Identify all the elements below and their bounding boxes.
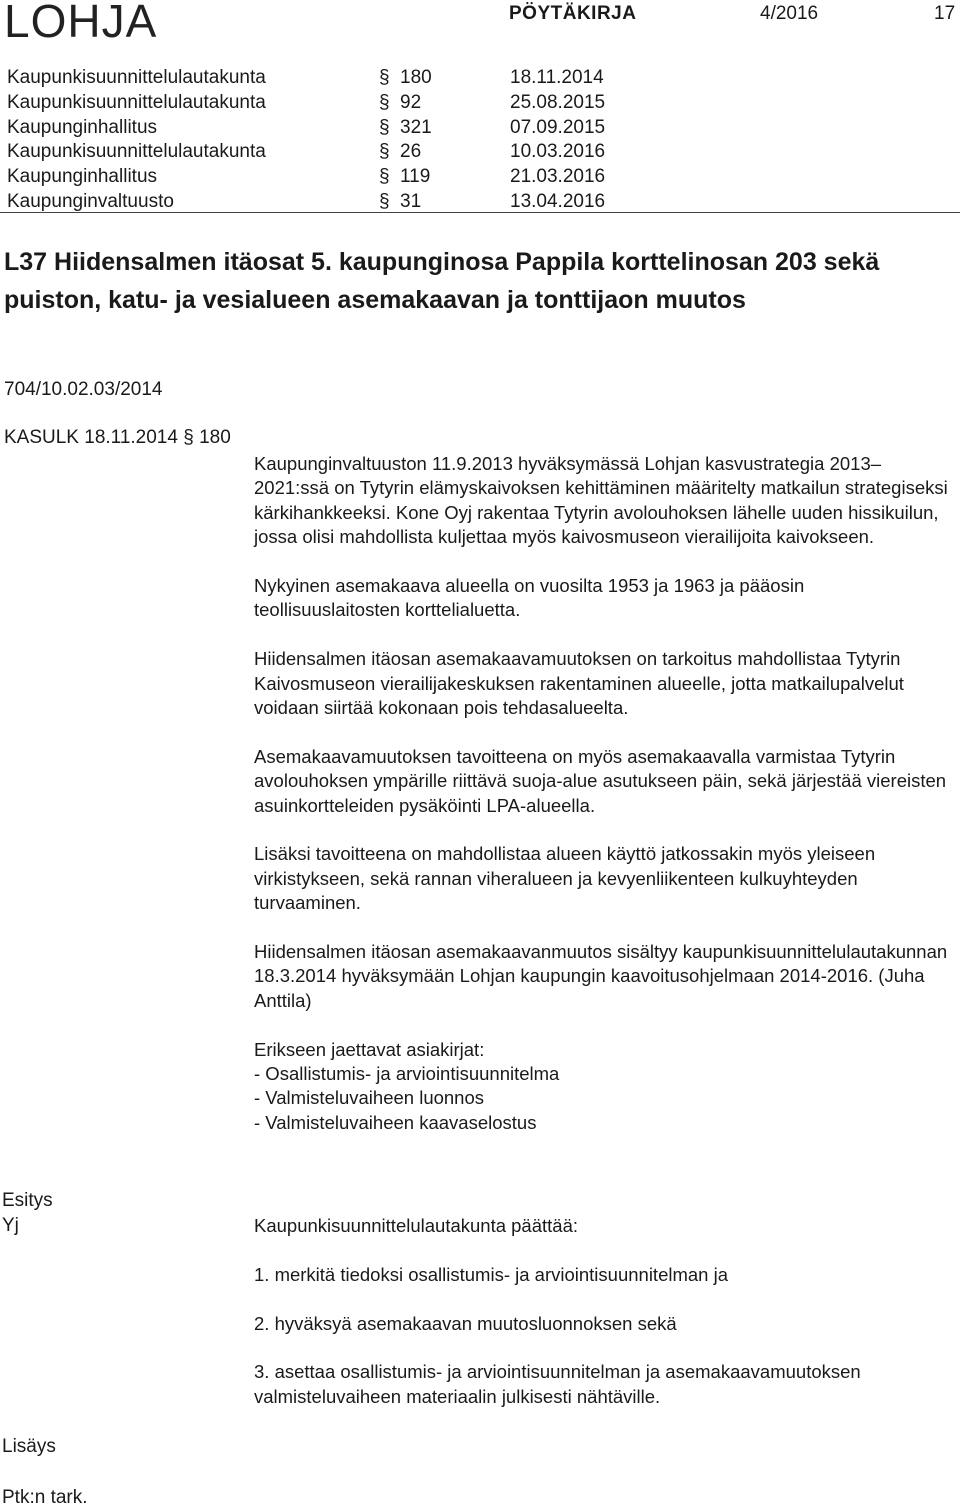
- history-number: 321: [400, 116, 432, 138]
- city-logo: LOHJA: [4, 0, 158, 47]
- section-sign: §: [379, 91, 390, 113]
- proposal-label-title: Esitys: [2, 1190, 53, 1211]
- history-date: 18.11.2014: [510, 67, 604, 88]
- header-divider: [0, 212, 960, 213]
- item-body: [254, 452, 954, 1135]
- history-date: 25.08.2015: [510, 91, 606, 113]
- history-number: 119: [400, 166, 431, 188]
- attachments-list: [254, 1062, 954, 1135]
- proposal-label: [2, 1189, 53, 1238]
- history-date: 10.03.2016: [510, 141, 606, 163]
- history-date: 13.04.2016: [510, 190, 606, 212]
- body-paragraph: Kaupunginvaltuuston 11.9.2013 hyväksymässä Lohjan kasvustrategia 2013–2021:ssä on Tytyrin elämyskaivoksen kehittäminen määritelty matkailun strategiseksi kärkihankkeeksi. Kone Oyj rakentaa Tytyrin avolouhoksen lähelle uuden hissikuilun, jossa olisi mahdollista kuljettaa myös kaivosmuseon vierailijoita kaivokseen.: [254, 453, 948, 548]
- history-body: Kaupunginvaltuusto: [7, 190, 174, 212]
- preparation-label: KASULK 18.11.2014 § 180: [4, 427, 231, 448]
- body-paragraph: Hiidensalmen itäosan asemakaavamuutoksen on tarkoitus mahdollistaa Tytyrin Kaivosmuseon vierailijakeskuksen rakentaminen alueelle, jotta matkailupalvelut voidaan siirtää kokonaan pois tehdasalueelta.: [254, 648, 904, 719]
- history-body: Kaupunkisuunnittelulautakunta: [7, 67, 266, 88]
- section-sign: §: [379, 166, 390, 188]
- attachments-heading: Erikseen jaettavat asiakirjat:: [254, 1038, 485, 1060]
- proposal-intro: Kaupunkisuunnittelulautakunta päättää:: [254, 1215, 579, 1236]
- minutes-checked-label: Ptk:n tark.: [2, 1487, 88, 1508]
- proposal-item: 2. hyväksyä asemakaavan muutosluonnoksen sekä: [254, 1312, 677, 1334]
- history-number: 26: [400, 141, 422, 163]
- attachment-item: - Valmisteluvaiheen kaavaselostus: [254, 1111, 537, 1133]
- history-date: 21.03.2016: [510, 166, 606, 188]
- history-number: 31: [400, 190, 422, 212]
- issue-number: 4/2016: [760, 3, 819, 24]
- body-paragraph: Lisäksi tavoitteena on mahdollistaa alueen käyttö jatkossakin myös yleiseen virkistykseen, sekä rannan viheralueen ja kevyenliikenteen kulkuyhteyden turvaaminen.: [254, 843, 876, 914]
- reference-number: 704/10.02.03/2014: [4, 379, 163, 400]
- attachment-item: - Valmisteluvaiheen luonnos: [254, 1087, 485, 1109]
- history-body: Kaupunkisuunnittelulautakunta: [7, 91, 266, 113]
- body-paragraph: Asemakaavamuutoksen tavoitteena on myös asemakaavalla varmistaa Tytyrin avolouhoksen ympärille riittävä suoja-alue asutukseen päin, sekä järjestää viereisten asuinkortteleiden pysäköinti LPA-alueella.: [254, 745, 947, 816]
- proposal-item: 3. asettaa osallistumis- ja arviointisuunnitelman ja asemakaavamuutoksen valmisteluvaiheen materiaalin julkisesti nähtäville.: [254, 1361, 861, 1407]
- history-date: 07.09.2015: [510, 116, 606, 138]
- proposal-body: [254, 1214, 954, 1434]
- history-number: 180: [400, 67, 432, 88]
- page-number: 17: [934, 3, 956, 24]
- section-sign: §: [379, 116, 390, 138]
- attachment-item: - Osallistumis- ja arviointisuunnitelma: [254, 1063, 560, 1085]
- section-sign: §: [379, 190, 390, 212]
- history-body: Kaupunkisuunnittelulautakunta: [7, 141, 266, 163]
- proposal-presenter: Yj: [2, 1214, 19, 1236]
- body-paragraph: Hiidensalmen itäosan asemakaavanmuutos sisältyy kaupunkisuunnittelulautakunnan 18.3.2014 hyväksymään Lohjan kaupungin kaavoitusohjelmaan 2014-2016. (Juha Anttila): [254, 941, 948, 1011]
- history-body: Kaupunginhallitus: [7, 166, 158, 188]
- item-title: L37 Hiidensalmen itäosat 5. kaupunginosa Pappila korttelinosan 203 sekä puiston, katu- ja vesialueen asemakaavan ja tonttijaon muutos: [4, 248, 880, 314]
- section-sign: §: [379, 67, 390, 88]
- history-number: 92: [400, 91, 422, 113]
- document-type: PÖYTÄKIRJA: [509, 3, 637, 24]
- section-sign: §: [379, 141, 390, 163]
- addition-label: Lisäys: [2, 1436, 56, 1457]
- proposal-item: 1. merkitä tiedoksi osallistumis- ja arviointisuunnitelman ja: [254, 1263, 728, 1285]
- body-paragraph: Nykyinen asemakaava alueella on vuosilta 1953 ja 1963 ja pääosin teollisuuslaitosten korttelialuetta.: [254, 575, 805, 621]
- history-body: Kaupunginhallitus: [7, 116, 158, 138]
